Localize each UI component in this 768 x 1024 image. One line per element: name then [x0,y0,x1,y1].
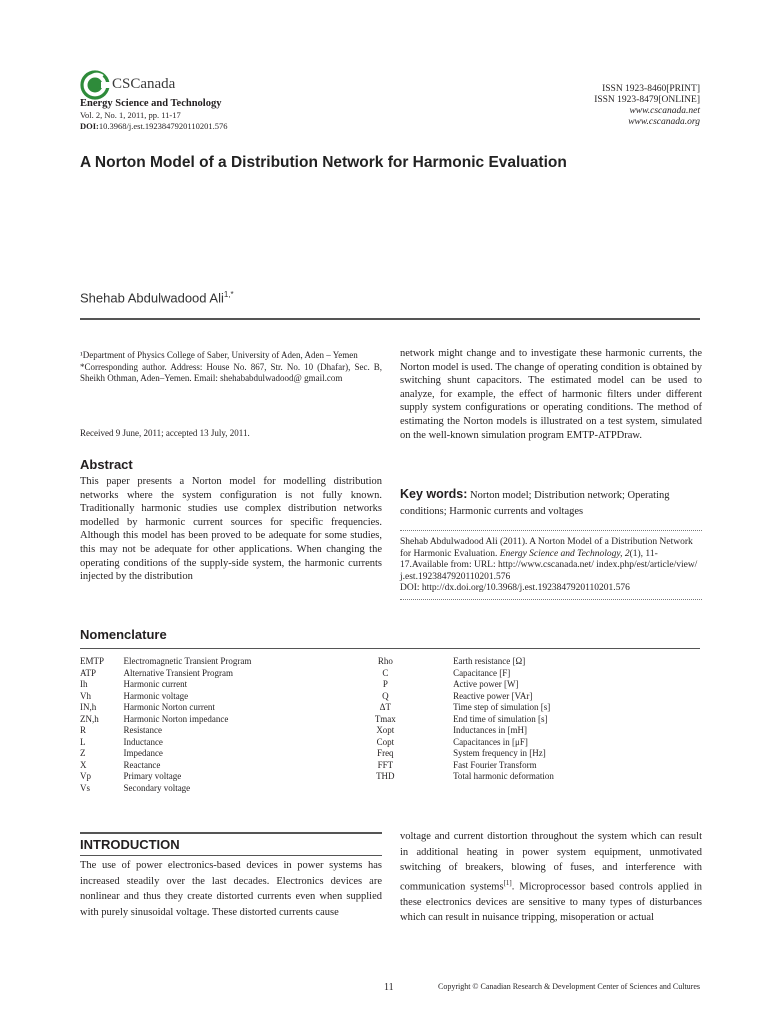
citation-journal: Energy Science and Technology, [499,548,623,559]
affiliation-corresponding: *Corresponding author. Address: House No. 867, Str. No. 10 (Dhafar), Sec. B, Sheikh Othman, Aden–Yemen. Email: shehababdulwadood@ gmail.com [80,361,382,383]
reference-marker[interactable]: [1] [503,878,512,887]
affiliation [80,350,382,385]
citation-bottom-divider [400,599,702,600]
doi-label: DOI: [80,121,99,131]
nomenclature-definition: Impedance [123,748,163,758]
citation-doi[interactable]: DOI: http://dx.doi.org/10.3968/j.est.1923847920110201.576 [400,583,630,594]
nomenclature-definition: Primary voltage [123,771,182,781]
nomenclature-definition: Reactive power [VAr] [453,690,533,701]
citation-top-divider [400,530,702,531]
nomenclature-definition: Electromagnetic Transient Program [123,656,252,666]
nomenclature-symbol: Q [382,690,389,701]
nomenclature-definition: Fast Fourier Transform [453,759,537,770]
nomenclature-symbol: Ih [80,679,88,689]
nomenclature-symbol: Copt [376,736,395,747]
nomenclature-symbol: Xopt [376,725,395,735]
volume-info: Vol. 2, No. 1, 2011, pp. 11-17 [80,110,181,120]
nomenclature-definition: Active power [W] [453,679,519,689]
nomenclature-definition: Alternative Transient Program [123,667,233,678]
nomenclature-row [80,725,700,737]
introduction-text-right [400,829,702,926]
introduction-underline [80,855,382,856]
author-line [80,290,234,305]
nomenclature-row [80,656,700,668]
nomenclature-symbol: P [382,679,388,689]
keywords-text: Norton model; Distribution network; Operating conditions; Harmonic currents and voltages [400,490,670,517]
author-name: Shehab Abdulwadood Ali [80,290,224,306]
nomenclature-symbol: C [382,667,389,678]
received-dates: Received 9 June, 2011; accepted 13 July, 2011. [80,428,250,438]
nomenclature-symbol: IN,h [80,702,97,712]
introduction-top-rule [80,832,382,834]
nomenclature-definition: Earth resistance [Ω] [453,656,526,666]
nomenclature-row [80,748,700,760]
abstract-text-right: network might change and to investigate these harmonic currents, the Norton model is used. The change of operating condition is obtained by switching shunt capacitors. The estimated model can be used to analyze, for example, the effect of harmonic filters under different supply system configurations or operating conditions. The method of estimating the Norton models is illustrated on a test system, simulated on the well-known simulation program EMTP-ATPDraw. [400,348,702,441]
nomenclature-body [80,656,700,794]
nomenclature-symbol: Freq [377,748,394,758]
nomenclature-symbol: FFT [377,759,394,770]
page-number: 11 [384,982,394,993]
copyright-notice: Copyright © Canadian Research & Development Center of Sciences and Cultures [437,982,700,991]
nomenclature-definition: Harmonic Norton current [123,702,215,712]
brand-name: CSCanada [112,76,176,92]
citation-block [400,537,702,595]
nomenclature-definition: Capacitances in [μF] [453,736,528,747]
nomenclature-definition: Harmonic current [123,679,188,689]
nomenclature-symbol: Tmax [374,713,396,724]
abstract-heading: Abstract [80,457,133,472]
nomenclature-row [80,771,700,783]
nomenclature-row [80,737,700,749]
nomenclature-symbol: X [80,759,87,770]
nomenclature-symbol: Vp [80,771,91,781]
author-marks: 1,* [223,290,234,299]
nomenclature-row [80,714,700,726]
nomenclature-definition [413,783,700,795]
citation-volume: 2 [624,548,630,559]
issn-print: ISSN 1923-8460[PRINT] [602,84,700,94]
keywords-label: Key words: [400,487,468,501]
introduction-text-right-a: voltage and current distortion throughout the system which can result in additional heating in power system equipment, unmotivated switching of breakers, blowing of fuses, and interference with communication systems [400,831,702,892]
nomenclature-row [80,679,700,691]
nomenclature-symbol: THD [376,771,395,781]
nomenclature-definition: Secondary voltage [123,782,191,793]
issn-online: ISSN 1923-8479[ONLINE] [594,95,700,105]
nomenclature-symbol [358,783,413,795]
nomenclature-definition: Inductances in [mH] [453,725,528,735]
nomenclature-row [80,783,700,795]
nomenclature-table [80,656,700,794]
issn-block [594,84,700,128]
nomenclature-row [80,668,700,680]
nomenclature-row [80,702,700,714]
nomenclature-row [80,760,700,772]
nomenclature-definition: Total harmonic deformation [453,771,554,781]
abstract-text-left: This paper presents a Norton model for modelling distribution networks where the system configuration is not fully known. Traditionally harmonic studies use complex distribution networks modelled by harmonic current sources for specific frequencies. Although this model has been proved to be adequate for some studies, this may not be adequate for other applications. When changing the operating conditions of the supply-side system, the harmonic currents injected by the distribution [80,476,382,583]
citation-lead: Shehab Abdulwadood Ali (2011). A Norton Model of a Distribution Network for Harmonic Evaluation. [400,537,693,559]
site-net-link[interactable]: www.cscanada.net [629,106,700,116]
nomenclature-definition: Inductance [123,736,163,747]
nomenclature-definition: System frequency in [Hz] [453,748,546,758]
nomenclature-symbol: Vs [80,782,91,793]
site-org-link[interactable]: www.cscanada.org [628,117,700,127]
nomenclature-divider [80,648,700,649]
cscanada-logo-icon [80,70,110,100]
keywords [400,486,702,520]
nomenclature-heading: Nomenclature [80,627,167,642]
introduction-text-right-b: . Microprocessor based controls applied in these electronics devices are sensitive to many types of disturbances which can result in nuisance tripping, misoperation or actual [400,881,702,923]
nomenclature-definition: Reactance [123,759,161,770]
nomenclature-symbol: Rho [377,656,393,666]
nomenclature-symbol: Z [80,748,86,758]
journal-name: Energy Science and Technology [80,98,222,109]
nomenclature-symbol: ΔT [379,702,391,712]
nomenclature-symbol: Vh [80,690,91,701]
doi-line [80,121,228,131]
citation-tail[interactable]: (1), 11-17.Available from: URL: http://www.cscanada.net/ index.php/est/article/view/ j.est.1923847920110201.576 [400,548,698,582]
introduction-text-left: The use of power electronics-based devices in power systems has increased steadily over the last decades. Electronics devices are nonlinear and thus they create distorted currents even when supplied with purely sinusoidal voltage. These distorted currents cause [80,860,382,918]
nomenclature-definition: Resistance [123,725,162,735]
nomenclature-symbol: ATP [80,667,97,678]
introduction-heading: INTRODUCTION [80,837,180,852]
nomenclature-row [80,691,700,703]
nomenclature-definition: Harmonic Norton impedance [123,713,229,724]
title-divider [80,318,700,320]
nomenclature-symbol: EMTP [80,656,105,666]
nomenclature-definition: Time step of simulation [s] [453,702,551,712]
nomenclature-symbol: L [80,736,86,747]
nomenclature-definition: End time of simulation [s] [453,713,548,724]
paper-title: A Norton Model of a Distribution Network for Harmonic Evaluation [80,154,567,171]
nomenclature-symbol: ZN,h [80,713,99,724]
affiliation-dept: ¹Department of Physics College of Saber, University of Aden, Aden – Yemen [80,350,358,360]
nomenclature-symbol: R [80,725,87,735]
nomenclature-definition: Capacitance [F] [453,667,511,678]
doi-value: 10.3968/j.est.1923847920110201.576 [98,121,228,131]
nomenclature-definition: Harmonic voltage [123,690,189,701]
